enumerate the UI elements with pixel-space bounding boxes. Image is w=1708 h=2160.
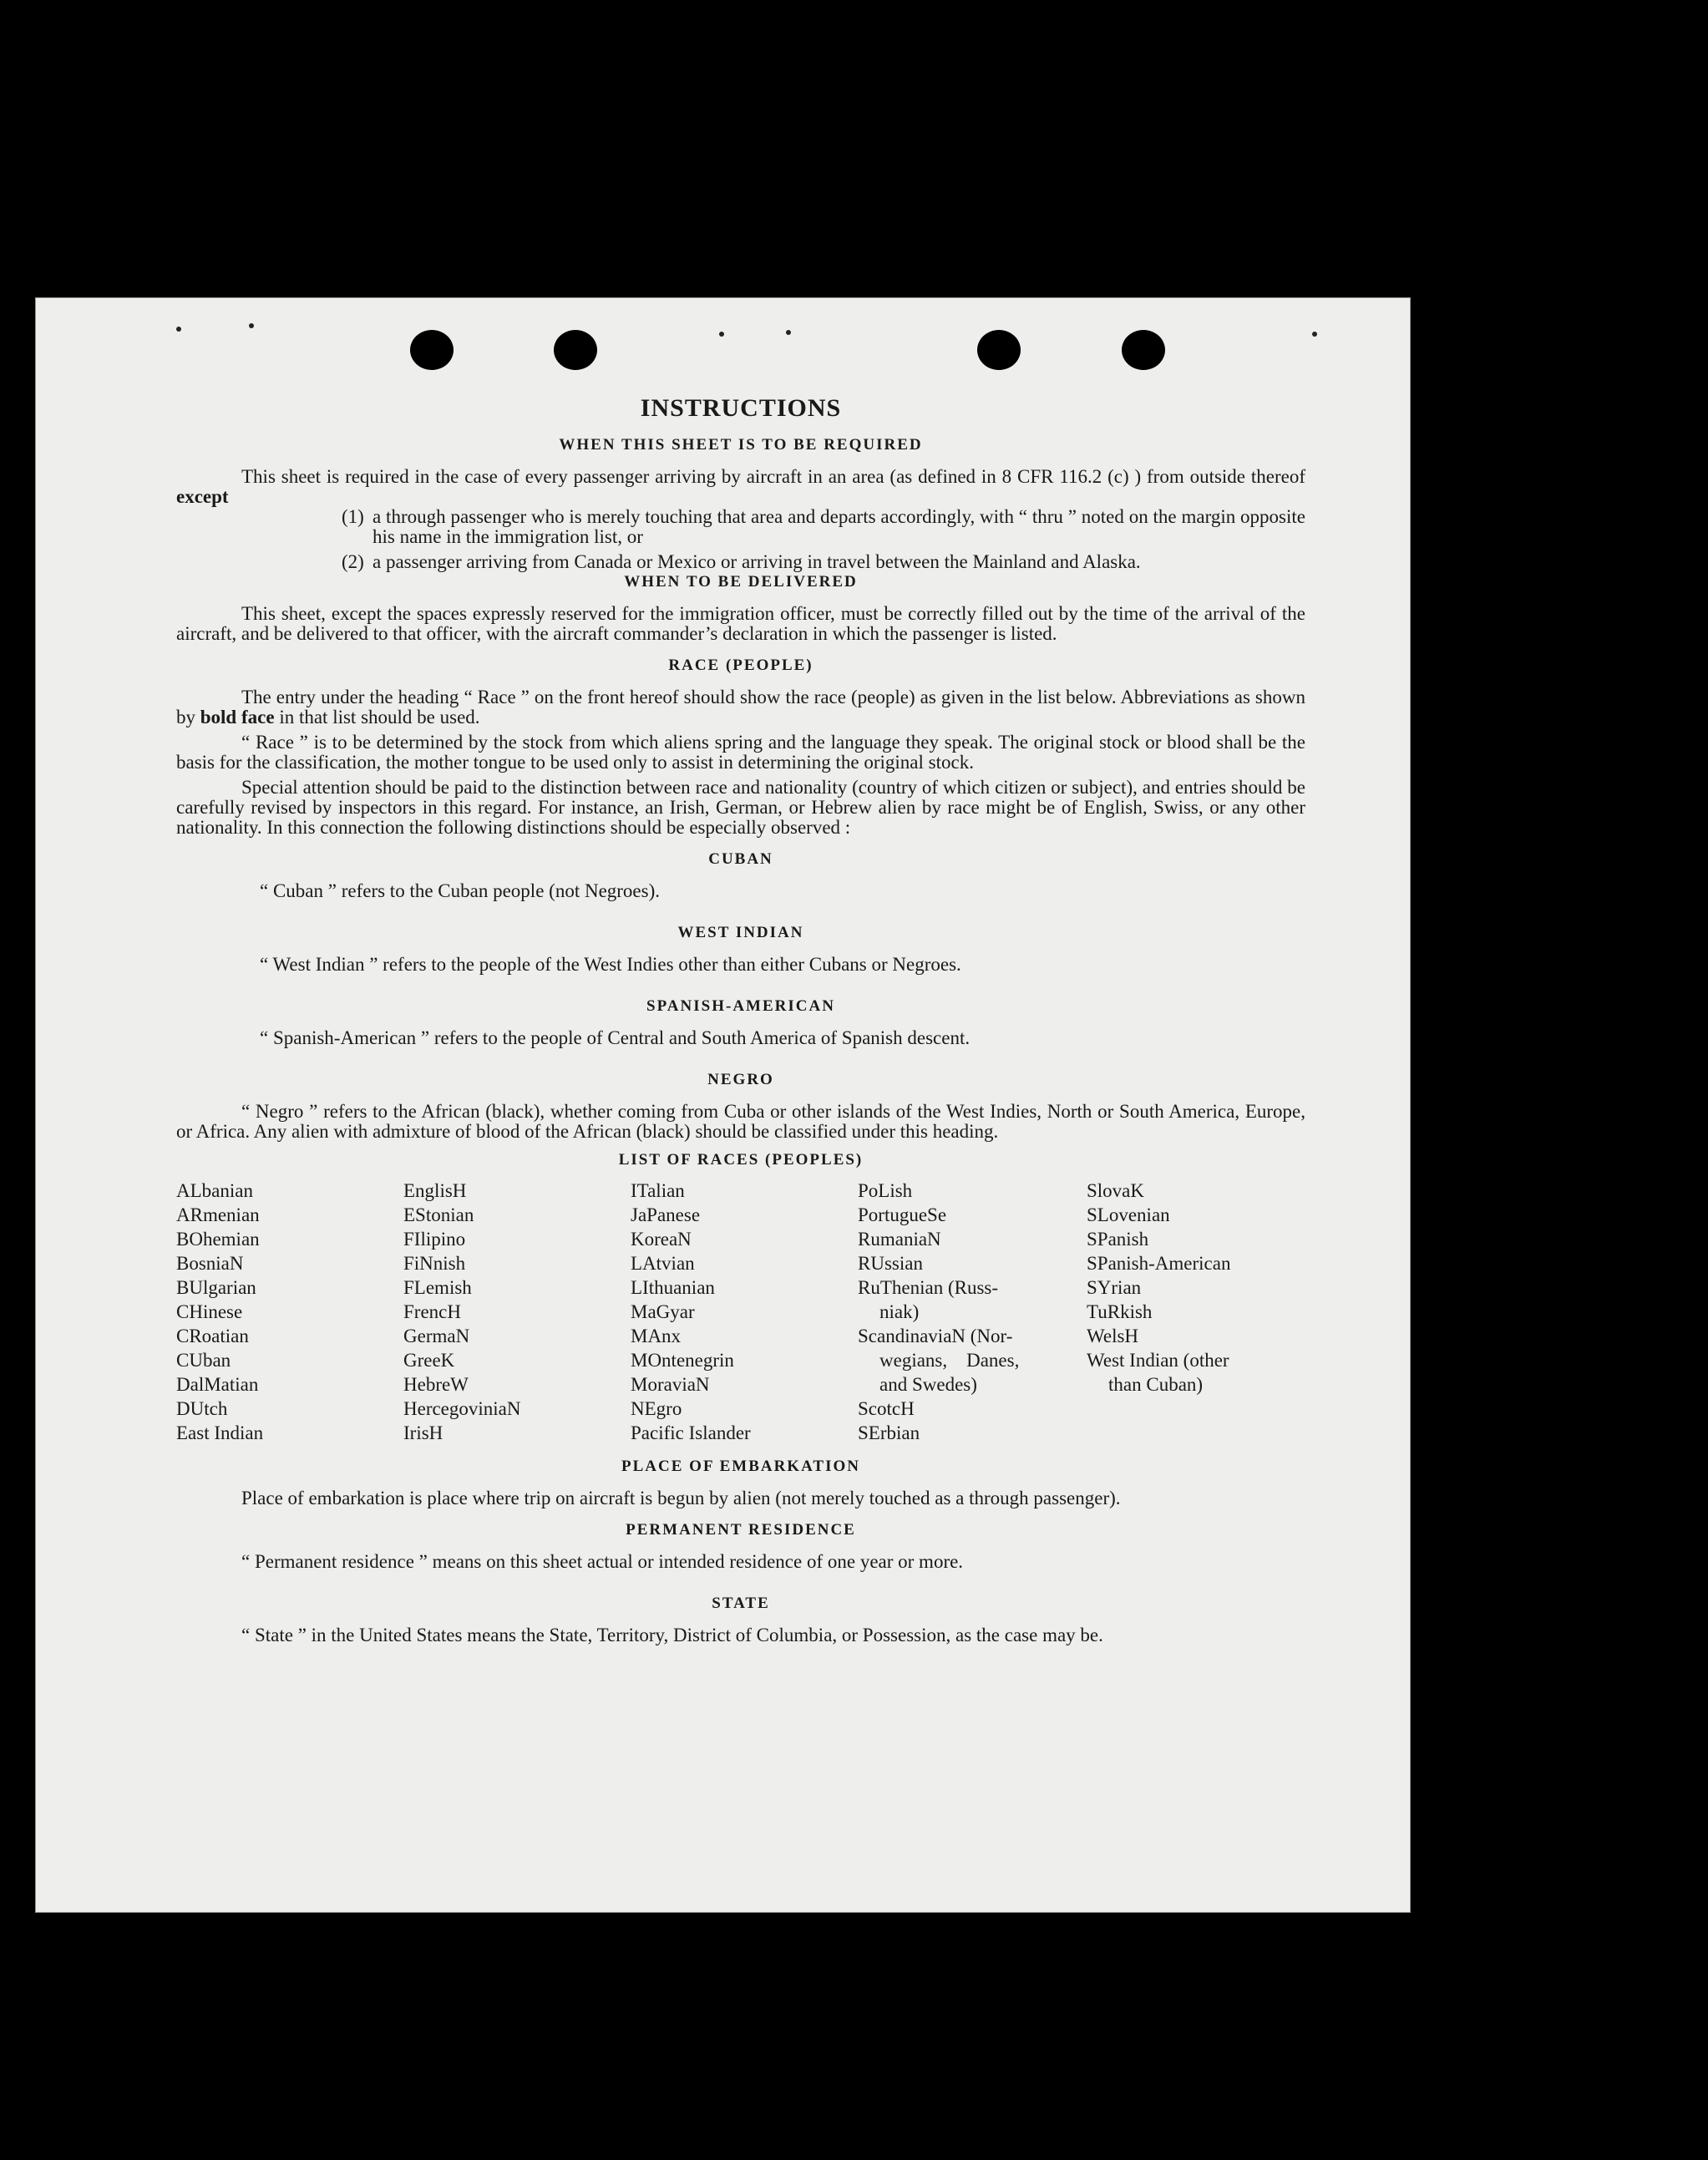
race-item: DalMatian <box>176 1374 259 1395</box>
speck <box>786 330 791 335</box>
race-item: FiNnish <box>403 1253 466 1274</box>
negro-text: “ Negro ” refers to the African (black), whether coming from Cuba or other islands of the West Indies, North or South America, Europe, or Africa. Any alien with admixture of blood of the African (black) should be classified under this heading. <box>176 1101 1305 1142</box>
race-item: BOhemian <box>176 1229 260 1250</box>
heading-when-required: WHEN THIS SHEET IS TO BE REQUIRED <box>559 436 923 454</box>
race-item: SPanish <box>1087 1229 1149 1250</box>
heading-cuban: CUBAN <box>708 850 773 868</box>
heading-place-of-embarkation: PLACE OF EMBARKATION <box>621 1458 860 1475</box>
race-item: GreeK <box>403 1350 455 1371</box>
race-item: West Indian (other <box>1087 1350 1229 1371</box>
race-item: LIthuanian <box>631 1277 715 1298</box>
races-column-2 <box>403 1179 631 1445</box>
race-item: PortugueSe <box>858 1204 947 1225</box>
race-item: PoLish <box>858 1180 913 1201</box>
races-list <box>176 1179 1305 1445</box>
race-item: ScandinaviaN (Nor- <box>858 1326 1013 1346</box>
race-item: FIlipino <box>403 1229 466 1250</box>
race-item: RumaniaN <box>858 1229 941 1250</box>
race-item: ALbanian <box>176 1180 253 1201</box>
race-item: BUlgarian <box>176 1277 256 1298</box>
race-paragraph-2: “ Race ” is to be determined by the stock from which aliens spring and the language they speak. The original stock or blood shall be the basis for the classification, the mother tongue to be used only to assist in determining the original stock. <box>176 732 1305 773</box>
heading-list-of-races: LIST OF RACES (PEOPLES) <box>618 1151 864 1169</box>
race-item: wegians, Danes, <box>879 1350 1020 1371</box>
residence-text: “ Permanent residence ” means on this sheet actual or intended residence of one year or more. <box>241 1551 964 1572</box>
race-item: RUssian <box>858 1253 923 1274</box>
page-title: INSTRUCTIONS <box>640 394 842 422</box>
speck <box>719 332 724 337</box>
embarkation-text: Place of embarkation is place where trip on aircraft is begun by alien (not merely touched as a through passenger). <box>241 1488 1121 1508</box>
race-item: KoreaN <box>631 1229 692 1250</box>
heading-spanish-american: SPANISH-AMERICAN <box>646 997 835 1015</box>
race-item: FLemish <box>403 1277 472 1298</box>
race-item: RuThenian (Russ- <box>858 1277 999 1298</box>
race-item: SPanish-American <box>1087 1253 1231 1274</box>
race-item: FrencH <box>403 1301 461 1322</box>
race-item: EnglisH <box>403 1180 467 1201</box>
race-item: and Swedes) <box>879 1374 977 1395</box>
speck <box>249 323 254 328</box>
punch-hole <box>977 330 1021 370</box>
race-item: IrisH <box>403 1422 443 1443</box>
race-item: HebreW <box>403 1374 469 1395</box>
race-item: TuRkish <box>1087 1301 1153 1322</box>
race-item: SYrian <box>1087 1277 1142 1298</box>
speck <box>1312 332 1317 337</box>
race-item: GermaN <box>403 1326 470 1346</box>
races-column-3 <box>631 1179 858 1445</box>
west-indian-text: “ West Indian ” refers to the people of the West Indies other than either Cubans or Negroes. <box>260 954 961 975</box>
punch-hole <box>554 330 597 370</box>
heading-race: RACE (PEOPLE) <box>668 657 813 674</box>
race-item: SLovenian <box>1087 1204 1170 1225</box>
heading-state: STATE <box>712 1595 770 1612</box>
race-item: MOntenegrin <box>631 1350 734 1371</box>
instruction-sheet <box>35 297 1411 1913</box>
race-item: BosniaN <box>176 1253 244 1274</box>
race-item: CHinese <box>176 1301 243 1322</box>
heading-west-indian: WEST INDIAN <box>677 924 804 941</box>
exception-item-1: (1) a through passenger who is merely touching that area and departs accordingly, with “ thru ” noted on the margin opposite his name in the immigration list, or <box>342 506 1305 547</box>
race-item: JaPanese <box>631 1204 701 1225</box>
when-delivered-text: This sheet, except the spaces expressly reserved for the immigration officer, must be correctly filled out by the time of the arrival of the aircraft, and be delivered to that officer, with the aircraft commander’s declaration in which the passenger is listed. <box>176 603 1305 644</box>
race-item: East Indian <box>176 1422 264 1443</box>
race-item: MaGyar <box>631 1301 695 1322</box>
heading-when-delivered: WHEN TO BE DELIVERED <box>624 573 858 591</box>
race-item: WelsH <box>1087 1326 1139 1346</box>
race-item: ARmenian <box>176 1204 260 1225</box>
item-number: (2) <box>342 551 364 572</box>
races-column-4 <box>858 1179 1087 1445</box>
race-item: ITalian <box>631 1180 685 1201</box>
race-item: ScotcH <box>858 1398 915 1419</box>
speck <box>176 327 181 332</box>
race-item: MAnx <box>631 1326 682 1346</box>
punch-hole <box>410 330 454 370</box>
when-required-intro: This sheet is required in the case of every passenger arriving by aircraft in an area (as defined in 8 CFR 116.2 (c) ) from outside thereof except <box>176 466 1305 507</box>
heading-permanent-residence: PERMANENT RESIDENCE <box>626 1521 856 1539</box>
race-item: MoraviaN <box>631 1374 710 1395</box>
race-item: LAtvian <box>631 1253 695 1274</box>
race-item: NEgro <box>631 1398 682 1419</box>
race-item: SErbian <box>858 1422 920 1443</box>
exception-item-2: (2) a passenger arriving from Canada or Mexico or arriving in travel between the Mainland and Alaska. <box>342 551 1141 572</box>
punch-hole <box>1122 330 1165 370</box>
races-column-1 <box>176 1179 403 1445</box>
race-item: HercegoviniaN <box>403 1398 521 1419</box>
race-item: than Cuban) <box>1108 1374 1204 1395</box>
race-item: niak) <box>879 1301 920 1322</box>
instructions-content <box>176 394 1305 1645</box>
race-item: CRoatian <box>176 1326 249 1346</box>
race-item: Pacific Islander <box>631 1422 751 1443</box>
item-number: (1) <box>342 506 364 527</box>
races-column-5 <box>1087 1179 1305 1445</box>
spanish-american-text: “ Spanish-American ” refers to the people of Central and South America of Spanish descent. <box>260 1027 971 1048</box>
cuban-text: “ Cuban ” refers to the Cuban people (not Negroes). <box>260 880 661 901</box>
heading-negro: NEGRO <box>707 1071 774 1088</box>
state-text: “ State ” in the United States means the State, Territory, District of Columbia, or Possession, as the case may be. <box>241 1625 1103 1645</box>
race-item: DUtch <box>176 1398 228 1419</box>
race-item: SlovaK <box>1087 1180 1144 1201</box>
race-paragraph-1: The entry under the heading “ Race ” on the front hereof should show the race (people) as given in the list below. Abbreviations as shown by bold face in that list should be used. <box>176 687 1305 728</box>
race-item: EStonian <box>403 1204 474 1225</box>
race-item: CUban <box>176 1350 231 1371</box>
race-paragraph-3: Special attention should be paid to the distinction between race and nationality (country of which citizen or subject), and entries should be carefully revised by inspectors in this regard. For instance, an Irish, German, or Hebrew alien by race might be of English, Swiss, or any other nationality. In this connection the following distinctions should be especially observed : <box>176 777 1305 838</box>
